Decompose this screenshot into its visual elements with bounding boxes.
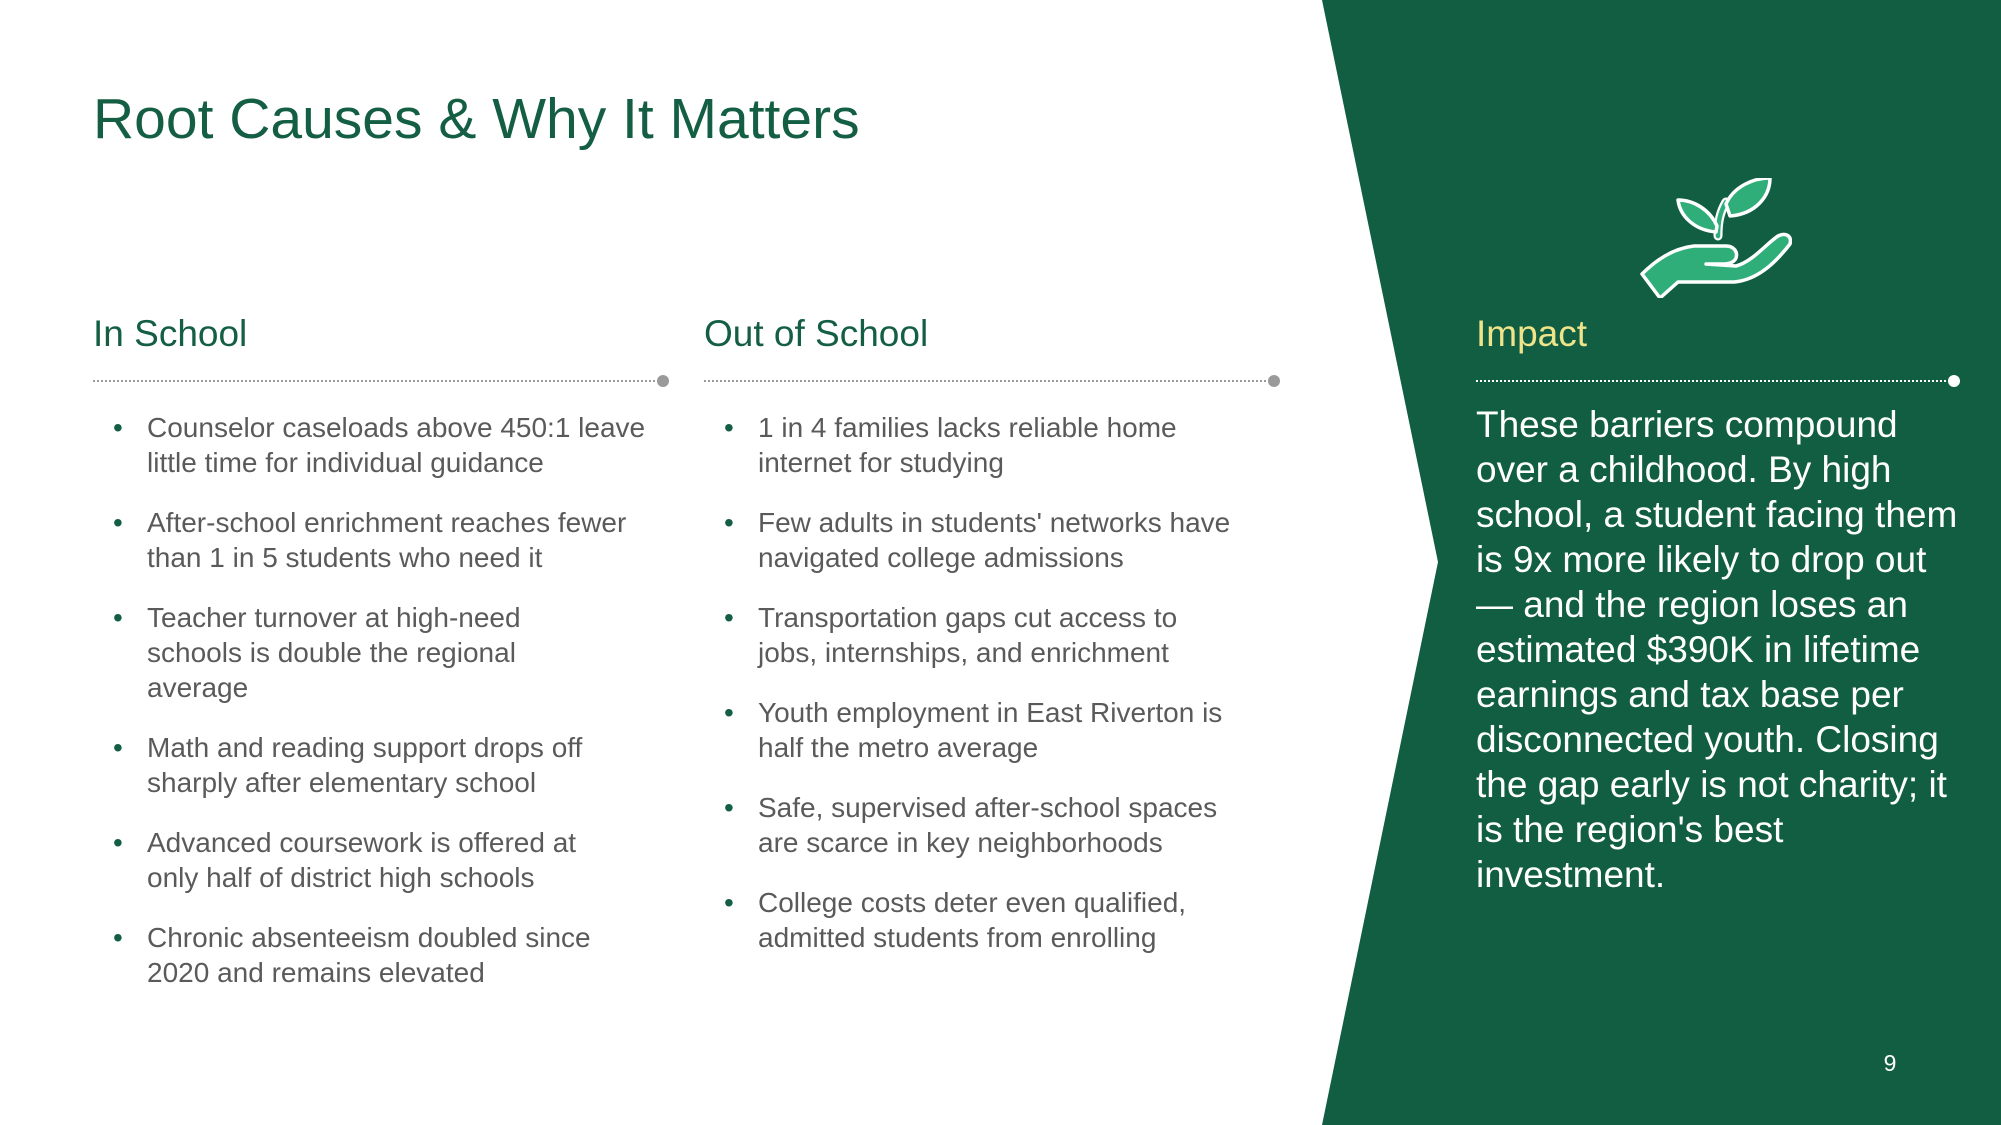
bullet-icon: • — [724, 602, 734, 633]
list-item: • Chronic absenteeism doubled since 2020 and remains elevated — [113, 922, 591, 988]
impact-heading: Impact — [1476, 313, 1588, 354]
bullet-icon: • — [724, 887, 734, 918]
bullet-icon: • — [113, 602, 123, 633]
page-number: 9 — [1883, 1050, 1897, 1076]
list-item: • Youth employment in East Riverton is half the metro average — [724, 697, 1223, 763]
bullet-icon: • — [113, 827, 123, 858]
bullet-icon: • — [724, 792, 734, 823]
bullet-icon: • — [113, 732, 123, 763]
bullet-icon: • — [724, 412, 734, 443]
list-item: • Teacher turnover at high-need schools is double the regional average — [113, 602, 521, 703]
bullet-icon: • — [724, 507, 734, 538]
list-item: • 1 in 4 families lacks reliable home internet for studying — [724, 412, 1177, 478]
impact-column — [1476, 310, 1960, 897]
slide-title: Root Causes & Why It Matters — [93, 87, 860, 151]
list-item: • Transportation gaps cut access to jobs, internships, and enrichment — [724, 602, 1178, 668]
list-item: • Advanced coursework is offered at only half of district high schools — [113, 827, 577, 893]
bullet-icon: • — [724, 697, 734, 728]
plant-in-hand-icon — [1640, 178, 1792, 298]
out-of-school-heading: Out of School — [704, 313, 929, 354]
impact-divider — [1476, 374, 1960, 388]
list-item: • Safe, supervised after-school spaces are scarce in key neighborhoods — [724, 792, 1218, 858]
impact-text: These barriers compound over a childhood. By high school, a student facing them is 9x more likely to drop out — and the region loses an estimated $390K in lifetime earnings and tax base per disconnected youth. Closing the gap early is not charity; it is the region's best investment. — [1476, 404, 1958, 895]
out-of-school-column — [704, 310, 1280, 980]
out-of-school-bullet-list — [704, 410, 1264, 955]
out-of-school-divider — [704, 374, 1280, 388]
list-item: • Few adults in students' networks have navigated college admissions — [724, 507, 1231, 573]
bullet-icon: • — [113, 922, 123, 953]
in-school-bullet-list — [93, 410, 653, 990]
in-school-divider — [93, 374, 669, 388]
in-school-heading: In School — [93, 313, 248, 354]
list-item: • Counselor caseloads above 450:1 leave little time for individual guidance — [113, 412, 646, 478]
list-item: • After-school enrichment reaches fewer than 1 in 5 students who need it — [113, 507, 627, 573]
bullet-icon: • — [113, 412, 123, 443]
list-item: • Math and reading support drops off sharply after elementary school — [113, 732, 583, 798]
bullet-icon: • — [113, 507, 123, 538]
list-item: • College costs deter even qualified, admitted students from enrolling — [724, 887, 1187, 953]
in-school-column — [93, 310, 669, 1015]
